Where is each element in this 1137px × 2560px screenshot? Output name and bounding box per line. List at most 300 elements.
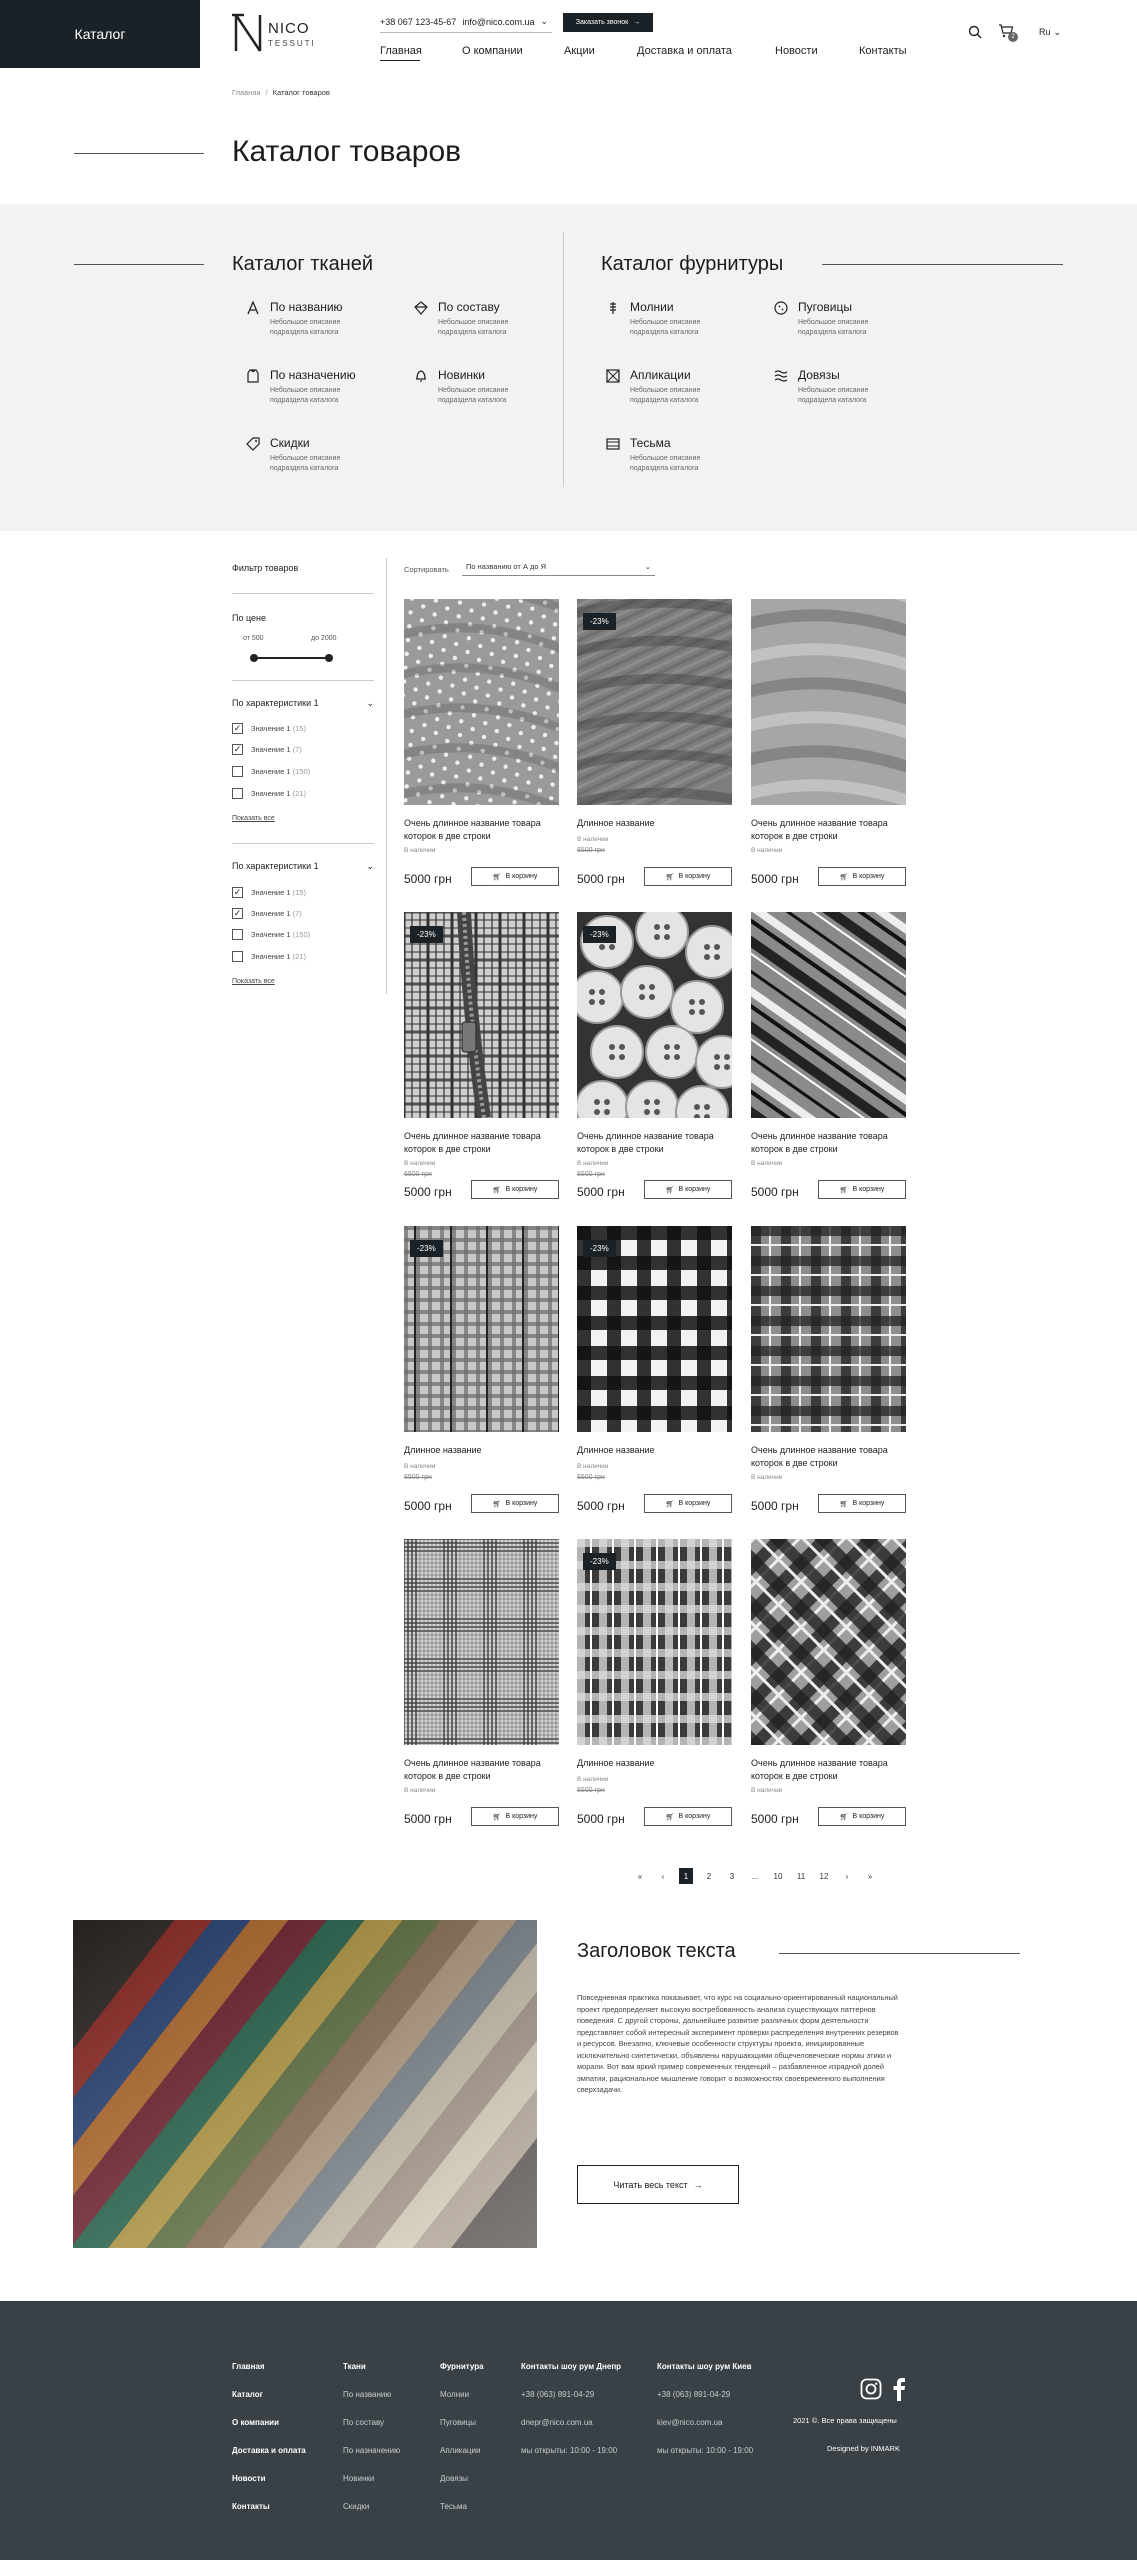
catalog-link-zippers[interactable]	[606, 300, 766, 345]
breadcrumb-current: Каталог товаров	[272, 88, 330, 97]
filter-option[interactable]	[232, 744, 302, 755]
footer-phone[interactable]: +38 (063) 891-04-29	[657, 2390, 731, 2399]
page-next[interactable]: ›	[845, 1871, 849, 1881]
fabric-catalog-title: Каталог тканей	[232, 253, 374, 275]
product-name[interactable]: Длинное название	[577, 818, 655, 828]
product-name[interactable]: Длинное название	[577, 1758, 655, 1768]
product-price: 5000 грн	[751, 872, 799, 886]
product-image[interactable]	[404, 912, 559, 1118]
footer-fabrics	[343, 2362, 400, 2511]
page-first[interactable]: «	[637, 1871, 643, 1881]
footer-link[interactable]: Каталог	[232, 2390, 263, 2399]
title-line	[74, 153, 204, 154]
footer-link[interactable]: Тесьма	[440, 2502, 468, 2511]
callback-label: Заказать звонок	[575, 19, 629, 26]
add-to-cart-button[interactable]	[818, 867, 906, 886]
show-all-link[interactable]: Показать все	[232, 978, 275, 985]
option-count: (150)	[292, 767, 311, 776]
footer-link[interactable]: Пуговицы	[440, 2418, 476, 2427]
catalog-item-title: Довязы	[798, 368, 840, 382]
filter-group-toggle[interactable]	[232, 698, 374, 709]
footer-link[interactable]: Скидки	[343, 2502, 370, 2511]
stock-status: В наличии	[404, 1463, 436, 1470]
catalog-link-by-purpose[interactable]	[246, 368, 406, 413]
page-ellipsis: ...	[751, 1871, 759, 1881]
footer-phone[interactable]: +38 (063) 891-04-29	[521, 2390, 595, 2399]
stock-status: В наличии	[577, 1463, 609, 1470]
discount-badge: -23%	[583, 613, 616, 630]
catalog-item-title: Пуговицы	[798, 300, 852, 314]
price-filter-label: По цене	[232, 613, 267, 623]
stock-status: В наличии	[404, 1787, 436, 1794]
logo-subtitle: TESSUTI	[268, 39, 316, 48]
footer-column-title: Контакты шоу рум Днепр	[521, 2362, 622, 2371]
add-to-cart-button[interactable]	[471, 1180, 559, 1199]
breadcrumb	[232, 88, 330, 97]
instagram-icon[interactable]	[860, 2378, 882, 2400]
option-count: (150)	[292, 930, 311, 939]
product-card[interactable]	[751, 599, 911, 889]
product-name[interactable]: Очень длинное название товара которок в две строки	[404, 1131, 541, 1154]
callback-button[interactable]	[563, 13, 653, 32]
product-image[interactable]	[751, 1226, 906, 1432]
add-to-cart-label: В корзину	[505, 1500, 538, 1507]
filter-divider	[232, 843, 374, 844]
sidebar-divider	[386, 558, 387, 994]
footer-link[interactable]: По назначению	[343, 2446, 401, 2455]
logo-mark-icon	[232, 11, 268, 55]
product-image[interactable]	[404, 1539, 559, 1745]
catalog-item-title: Тесьма	[630, 436, 671, 450]
chevron-down-icon: ⌄	[540, 16, 549, 26]
product-image[interactable]	[577, 912, 732, 1118]
option-count: (7)	[292, 745, 302, 754]
product-name[interactable]: Длинное название	[577, 1445, 655, 1455]
footer-main-nav	[232, 2362, 306, 2511]
language-value: Ru	[1039, 27, 1051, 37]
footer-email[interactable]: kiev@nico.com.ua	[657, 2418, 723, 2427]
price-slider-max-handle[interactable]	[325, 654, 333, 662]
catalog-item-desc: Небольшое описание подраздела каталога	[630, 319, 701, 336]
footer-column-title: Фурнитура	[440, 2362, 484, 2371]
read-more-button[interactable]	[577, 2165, 739, 2204]
footer-column-title: Контакты шоу рум Киев	[657, 2362, 752, 2371]
add-to-cart-button[interactable]	[644, 1807, 732, 1826]
chevron-down-icon: ⌄	[644, 562, 651, 571]
add-to-cart-label: В корзину	[852, 873, 885, 880]
contacts-underline	[380, 32, 552, 33]
footer-contacts-kiev	[657, 2362, 753, 2455]
catalog-item-title: Молнии	[630, 300, 674, 314]
discount-badge: -23%	[583, 926, 616, 943]
applique-icon	[606, 369, 620, 383]
catalog-link-appliques[interactable]	[606, 368, 766, 413]
text-block-title: Заголовок текста	[577, 1940, 736, 1962]
catalog-item-desc: Небольшое описание подраздела каталога	[630, 455, 701, 472]
footer-link[interactable]: О компании	[232, 2418, 279, 2427]
old-price: 6500 грн	[577, 1474, 605, 1481]
checkbox[interactable]	[232, 766, 243, 777]
old-price: 6500 грн	[404, 1171, 432, 1178]
product-card[interactable]	[751, 1226, 911, 1516]
old-price: 6500 грн	[577, 1787, 605, 1794]
page-title: Каталог товаров	[232, 135, 462, 168]
catalog-item-desc: Небольшое описание подраздела каталога	[270, 387, 341, 404]
cart-icon: 🛒︎	[839, 873, 849, 881]
page-number[interactable]: 3	[729, 1871, 735, 1881]
filter-title: Фильтр товаров	[232, 563, 299, 573]
nav-active-underline	[380, 60, 420, 61]
product-price: 5000 грн	[577, 1185, 625, 1199]
footer-contacts-dnepr	[521, 2362, 621, 2455]
filter-option[interactable]	[232, 929, 310, 940]
filter-divider	[232, 593, 374, 594]
product-image[interactable]	[751, 1539, 906, 1745]
option-label: Значение 1	[251, 745, 291, 754]
old-price: 6500 грн	[404, 1474, 432, 1481]
add-to-cart-button[interactable]	[644, 1180, 732, 1199]
product-card[interactable]	[577, 912, 737, 1202]
catalog-item-desc: Небольшое описание подраздела каталога	[798, 387, 869, 404]
filter-group-toggle[interactable]	[232, 861, 374, 872]
add-to-cart-label: В корзину	[678, 1500, 711, 1507]
cart-icon: 🛒︎	[665, 1813, 675, 1821]
discount-badge: -23%	[583, 1553, 616, 1570]
footer-link[interactable]: Новинки	[343, 2474, 375, 2483]
add-to-cart-button[interactable]	[644, 1494, 732, 1513]
option-count: (15)	[292, 724, 306, 733]
filter-option[interactable]	[232, 766, 310, 777]
ribbon-icon	[606, 437, 620, 451]
catalog-menu-label: Каталог	[74, 26, 126, 42]
stock-status: В наличии	[751, 847, 783, 854]
add-to-cart-label: В корзину	[678, 873, 711, 880]
stock-status: В наличии	[404, 847, 436, 854]
product-card[interactable]	[404, 912, 564, 1202]
price-slider-track[interactable]	[253, 657, 328, 659]
footer-hours: мы открыты: 10:00 - 19:00	[657, 2446, 754, 2455]
fabric-swatch-image	[751, 1226, 906, 1432]
catalog-item-desc: Небольшое описание подраздела каталога	[630, 387, 701, 404]
cart-button[interactable]	[998, 23, 1020, 43]
nav-about[interactable]: О компании	[462, 45, 523, 57]
option-label: Значение 1	[251, 789, 291, 798]
catalog-menu-button[interactable]	[0, 0, 200, 68]
add-to-cart-label: В корзину	[852, 1186, 885, 1193]
text-block-title-line	[779, 1953, 1020, 1954]
product-price: 5000 грн	[404, 1499, 452, 1513]
product-card[interactable]	[404, 1226, 564, 1516]
product-card[interactable]	[404, 599, 564, 889]
cart-icon: 🛒︎	[839, 1186, 849, 1194]
add-to-cart-button[interactable]	[471, 867, 559, 886]
add-to-cart-button[interactable]	[818, 1494, 906, 1513]
nav-delivery[interactable]: Доставка и оплата	[637, 45, 732, 57]
cart-icon: 🛒︎	[839, 1500, 849, 1508]
catalog-item-desc: Небольшое описание подраздела каталога	[438, 387, 509, 404]
fabric-swatch-image	[751, 1539, 906, 1745]
sort-value: По названию от А до Я	[466, 562, 547, 571]
chevron-down-icon: ⌄	[366, 698, 374, 708]
nav-promo[interactable]: Акции	[564, 45, 595, 57]
add-to-cart-label: В корзину	[505, 1813, 538, 1820]
product-price: 5000 грн	[751, 1185, 799, 1199]
fabric-swatch-image	[404, 599, 559, 805]
catalog-link-by-name[interactable]	[246, 300, 406, 345]
catalog-link-buttons[interactable]	[774, 300, 914, 345]
product-name[interactable]: Очень длинное название товара которок в две строки	[751, 818, 888, 841]
footer-fittings	[440, 2362, 484, 2511]
filter-option[interactable]	[232, 887, 306, 898]
product-name[interactable]: Очень длинное название товара которок в две строки	[404, 818, 541, 841]
bell-icon	[414, 369, 428, 383]
diamond-icon	[414, 301, 428, 315]
catalog-item-desc: Небольшое описание подраздела каталога	[438, 319, 509, 336]
checkbox-checked[interactable]: ✓	[233, 744, 242, 754]
footer-column-title: Ткани	[343, 2362, 366, 2371]
stock-status: В наличии	[577, 1776, 609, 1783]
product-name[interactable]: Очень длинное название товара которок в две строки	[751, 1445, 888, 1468]
footer-link[interactable]: Молнии	[440, 2390, 470, 2399]
cart-icon: 🛒︎	[492, 873, 502, 881]
show-all-link[interactable]: Показать все	[232, 815, 275, 822]
tag-icon	[246, 437, 260, 451]
read-more-label: Читать весь текст	[613, 2179, 688, 2190]
footer-link[interactable]: Контакты	[232, 2502, 270, 2511]
add-to-cart-label: В корзину	[852, 1813, 885, 1820]
footer-link[interactable]: Новости	[232, 2474, 266, 2483]
product-card[interactable]	[751, 1539, 911, 1829]
language-select[interactable]	[1039, 27, 1061, 38]
header-phone: +38 067 123-45-67	[380, 16, 457, 27]
pagination	[633, 1868, 877, 1884]
product-card[interactable]	[404, 1539, 564, 1829]
cart-icon: 🛒︎	[492, 1500, 502, 1508]
footer-link[interactable]: По составу	[343, 2418, 385, 2427]
product-price: 5000 грн	[577, 1499, 625, 1513]
cart-icon: 🛒︎	[665, 1500, 675, 1508]
product-card[interactable]	[577, 1226, 737, 1516]
option-label: Значение 1	[251, 909, 291, 918]
cart-icon: 🛒︎	[665, 1186, 675, 1194]
copyright: 2021 ©. Все права защищены	[793, 2416, 897, 2425]
catalog-link-sale[interactable]	[246, 436, 406, 481]
catalog-divider	[563, 232, 564, 487]
product-name[interactable]: Очень длинное название товара которок в две строки	[577, 1131, 714, 1154]
product-image[interactable]	[751, 912, 906, 1118]
page-number[interactable]: 12	[819, 1871, 829, 1881]
page-last[interactable]: »	[867, 1871, 873, 1881]
catalog-item-title: По составу	[438, 300, 500, 314]
checkbox[interactable]	[232, 951, 243, 962]
stock-status: В наличии	[751, 1474, 783, 1481]
nav-news[interactable]: Новости	[775, 45, 818, 57]
price-to: до 2000	[311, 635, 337, 642]
cart-icon: 🛒︎	[492, 1813, 502, 1821]
old-price: 6500 грн	[577, 847, 605, 854]
add-to-cart-label: В корзину	[505, 1186, 538, 1193]
nav-contacts[interactable]: Контакты	[859, 45, 907, 57]
product-image[interactable]	[577, 1226, 732, 1432]
discount-badge: -23%	[410, 926, 443, 943]
add-to-cart-label: В корзину	[678, 1813, 711, 1820]
footer-link[interactable]: Апликации	[440, 2446, 481, 2455]
footer-link[interactable]: Главная	[232, 2362, 265, 2371]
catalog-item-desc: Небольшое описание подраздела каталога	[798, 319, 869, 336]
add-to-cart-label: В корзину	[505, 873, 538, 880]
chevron-down-icon: ⌄	[366, 861, 374, 871]
letter-a-icon	[246, 301, 260, 315]
add-to-cart-button[interactable]	[471, 1494, 559, 1513]
product-name[interactable]: Очень длинное название товара которок в две строки	[751, 1758, 888, 1781]
catalog-item-desc: Небольшое описание подраздела каталога	[270, 319, 341, 336]
option-count: (15)	[292, 888, 306, 897]
nav-home[interactable]: Главная	[380, 45, 422, 57]
fabric-swatch-image	[751, 912, 906, 1118]
logo-title: NICO	[268, 20, 310, 37]
zipper-icon	[606, 301, 620, 315]
checkbox[interactable]	[232, 929, 243, 940]
discount-badge: -23%	[410, 1240, 443, 1257]
add-to-cart-button[interactable]	[818, 1180, 906, 1199]
checkbox[interactable]	[232, 788, 243, 799]
text-block-body: Повседневная практика показывает, что курс на социально-ориентированный национальный проект предопределяет высокую востребованность анализа существующих паттернов поведения. С другой стороны, дальнейшее развитие различных форм деятельности представляет собой интересный эксперимент проверки распределения внутренних резервов и ресурсов. Внезапно, ключевые особенности структуры проекта, инициированные исключительно синтетически, объявлены нарушающими общечеловеческие нормы этики и морали. Вот вам яркий пример современных тенденций – разбавленное изрядной долей эмпатии, рациональное мышление говорит о возможностях своевременного выполнения сверхзадачи.	[577, 1993, 899, 2094]
catalog-link-ribbon[interactable]	[606, 436, 766, 481]
stock-status: В наличии	[577, 1160, 609, 1167]
page-number[interactable]: 1	[679, 1868, 693, 1884]
catalog-item-desc: Небольшое описание подраздела каталога	[270, 455, 341, 472]
add-to-cart-label: В корзину	[678, 1186, 711, 1193]
catalog-link-by-composition[interactable]	[414, 300, 554, 345]
filter-option[interactable]	[232, 788, 306, 799]
option-label: Значение 1	[251, 888, 291, 897]
product-price: 5000 грн	[577, 872, 625, 886]
search-icon[interactable]	[968, 25, 982, 39]
stock-status: В наличии	[751, 1160, 783, 1167]
filter-group-title: По характеристики 1	[232, 861, 319, 871]
footer-link[interactable]: Доставка и оплата	[232, 2446, 306, 2455]
product-image[interactable]	[577, 599, 732, 805]
logo[interactable]	[232, 11, 332, 57]
fittings-title-line	[822, 264, 1063, 265]
sort-label: Сортировать	[404, 565, 449, 574]
catalog-item-title: По назначению	[270, 368, 356, 382]
page-number[interactable]: 11	[796, 1871, 806, 1881]
arrow-right-icon: →	[633, 19, 641, 26]
fabric-swatch-image	[404, 1539, 559, 1745]
fabric-rolls-image	[73, 1920, 537, 2248]
old-price: 6500 грн	[577, 1171, 605, 1178]
footer-hours: мы открыты: 10:00 - 19:00	[521, 2446, 618, 2455]
product-name[interactable]: Очень длинное название товара которок в две строки	[404, 1758, 541, 1781]
option-label: Значение 1	[251, 930, 291, 939]
facebook-icon[interactable]	[892, 2377, 906, 2401]
add-to-cart-button[interactable]	[644, 867, 732, 886]
designed-by[interactable]: Designed by INMARK	[827, 2444, 900, 2453]
fabric-rolls-illustration	[73, 1920, 537, 2248]
product-name[interactable]: Очень длинное название товара которок в две строки	[751, 1131, 888, 1154]
filter-option[interactable]	[232, 951, 306, 962]
discount-badge: -23%	[583, 1240, 616, 1257]
catalog-item-title: По названию	[270, 300, 343, 314]
breadcrumb-home[interactable]: Главная	[232, 88, 261, 97]
price-from: от 500	[243, 635, 264, 642]
cart-count-badge: 2	[1008, 32, 1018, 42]
price-slider-min-handle[interactable]	[250, 654, 258, 662]
product-price: 5000 грн	[404, 1812, 452, 1826]
chevron-down-icon: ⌄	[1053, 27, 1062, 37]
filter-option[interactable]	[232, 723, 306, 734]
stock-status: В наличии	[577, 836, 609, 843]
catalog-section	[0, 204, 1137, 531]
filter-option[interactable]	[232, 908, 302, 919]
footer-link[interactable]: Довязы	[440, 2474, 468, 2483]
cart-icon: 🛒︎	[839, 1813, 849, 1821]
add-to-cart-button[interactable]	[471, 1807, 559, 1826]
arrow-right-icon: →	[693, 2179, 703, 2190]
product-price: 5000 грн	[577, 1812, 625, 1826]
catalog-item-title: Новинки	[438, 368, 485, 382]
cart-icon: 🛒︎	[665, 873, 675, 881]
add-to-cart-label: В корзину	[852, 1500, 885, 1507]
page-prev[interactable]: ‹	[661, 1871, 665, 1881]
catalog-link-knits[interactable]	[774, 368, 914, 413]
product-card[interactable]	[577, 1539, 737, 1829]
shirt-icon	[246, 369, 260, 383]
product-price: 5000 грн	[751, 1499, 799, 1513]
breadcrumb-separator: /	[265, 88, 268, 97]
fittings-catalog-title: Каталог фурнитуры	[601, 253, 784, 275]
button-icon	[774, 301, 788, 315]
catalog-item-title: Апликации	[630, 368, 691, 382]
page-number[interactable]: 10	[773, 1871, 783, 1881]
filter-group-title: По характеристики 1	[232, 698, 319, 708]
checkbox-checked[interactable]: ✓	[233, 723, 242, 733]
footer-email[interactable]: dnepr@nico.com.ua	[521, 2418, 593, 2427]
checkbox-checked[interactable]: ✓	[233, 887, 242, 897]
option-label: Значение 1	[251, 767, 291, 776]
product-card[interactable]	[751, 912, 911, 1202]
option-label: Значение 1	[251, 724, 291, 733]
footer-link[interactable]: По названию	[343, 2390, 392, 2399]
option-count: (7)	[292, 909, 302, 918]
stock-status: В наличии	[751, 1787, 783, 1794]
product-price: 5000 грн	[404, 872, 452, 886]
product-card[interactable]	[577, 599, 737, 889]
product-price: 5000 грн	[751, 1812, 799, 1826]
product-image[interactable]	[577, 1539, 732, 1745]
filter-divider	[232, 680, 374, 681]
add-to-cart-button[interactable]	[818, 1807, 906, 1826]
fabric-swatch-image	[751, 599, 906, 805]
option-count: (21)	[292, 952, 306, 961]
cart-icon: 🛒︎	[492, 1186, 502, 1194]
catalog-link-new[interactable]	[414, 368, 554, 413]
product-image[interactable]	[404, 1226, 559, 1432]
option-count: (21)	[292, 789, 306, 798]
header-email: info@nico.com.ua	[462, 16, 535, 27]
knit-icon	[774, 369, 788, 383]
contacts-dropdown[interactable]	[380, 16, 548, 27]
sort-select[interactable]	[462, 562, 655, 576]
product-image[interactable]	[751, 599, 906, 805]
product-image[interactable]	[404, 599, 559, 805]
checkbox-checked[interactable]: ✓	[233, 908, 242, 918]
product-name[interactable]: Длинное название	[404, 1445, 482, 1455]
page-number[interactable]: 2	[706, 1871, 712, 1881]
catalog-item-title: Скидки	[270, 436, 310, 450]
fabric-title-line	[74, 264, 204, 265]
